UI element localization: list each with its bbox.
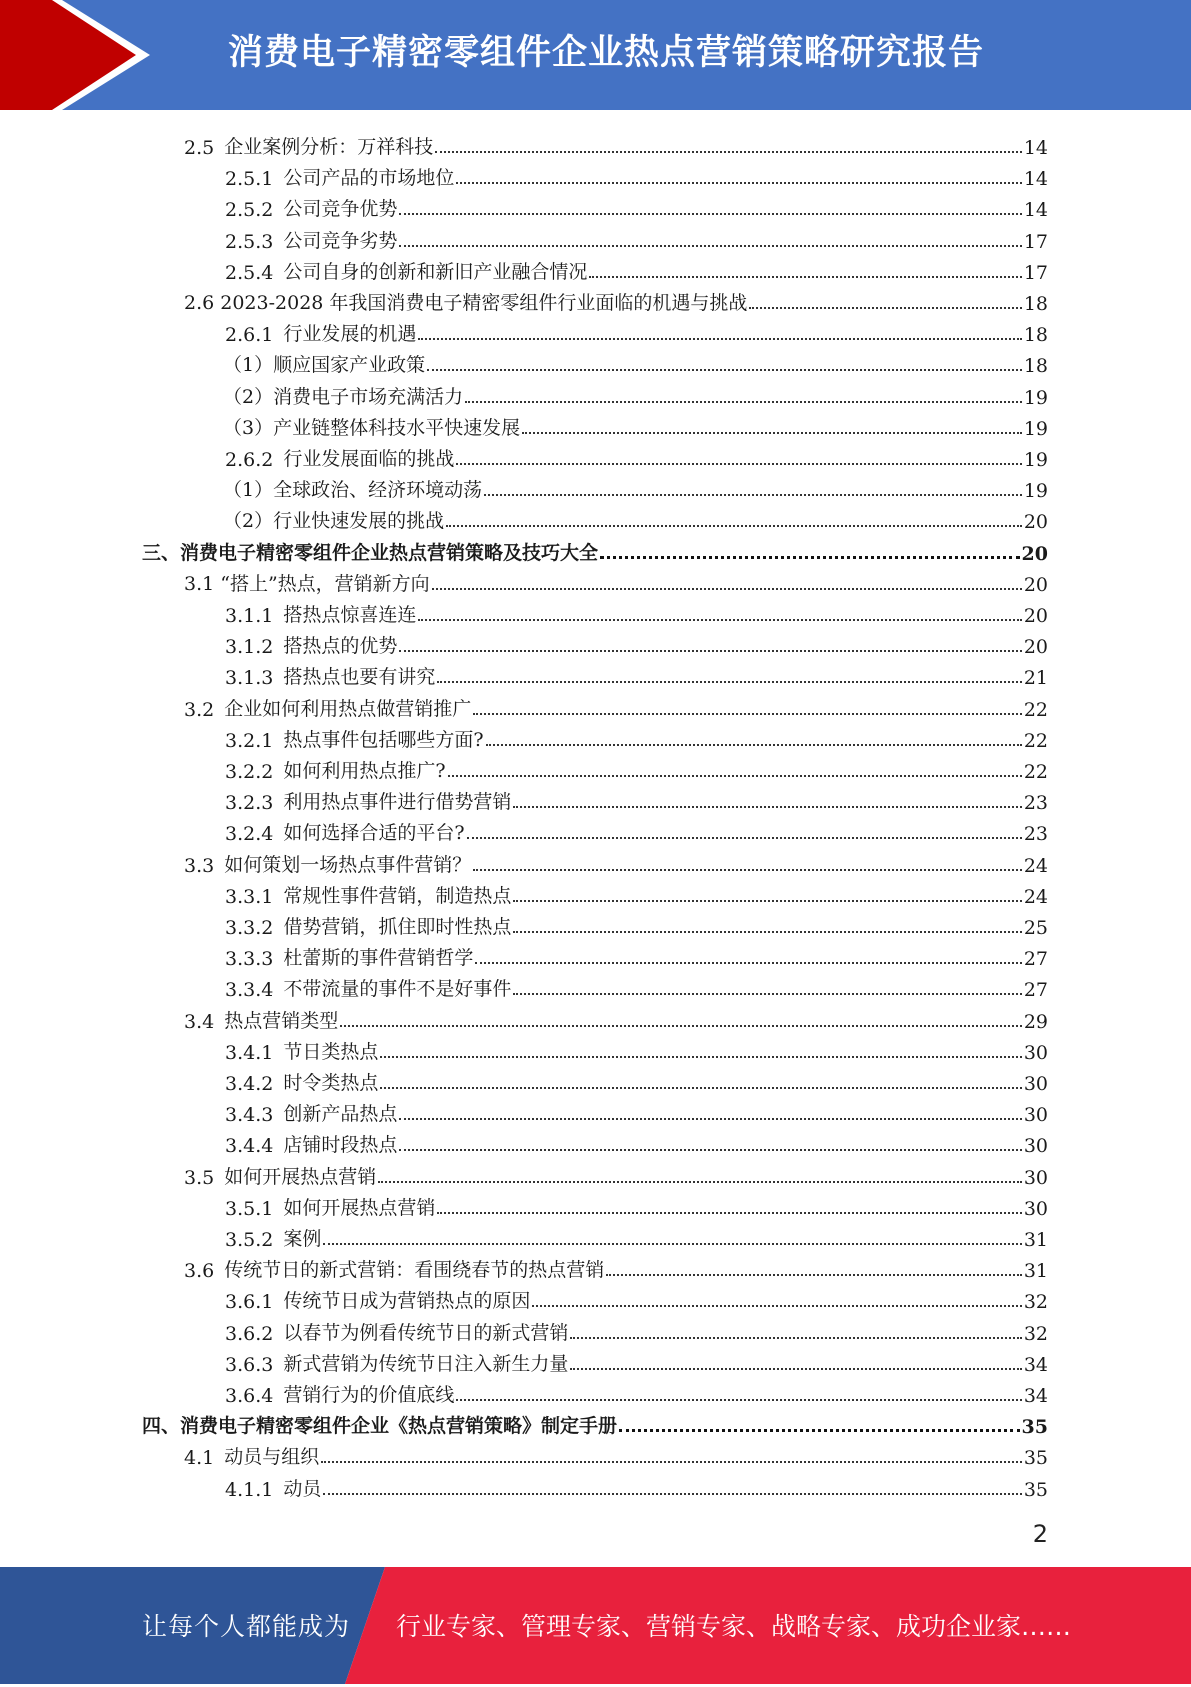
toc-section-number: 2.5.3 [225, 231, 274, 253]
toc-section-number: 3.3 [184, 855, 215, 877]
toc-page-number: 14 [1023, 199, 1048, 221]
toc-leader-dots [589, 276, 1021, 278]
toc-leader-dots [456, 182, 1021, 184]
toc-entry-title: 企业如何利用热点做营销推广 [224, 698, 472, 720]
toc-page-number: 23 [1023, 823, 1048, 845]
toc-entry-title: 行业发展面临的挑战 [283, 448, 455, 470]
toc-leader-dots [570, 1337, 1021, 1339]
toc-leader-dots [418, 619, 1021, 621]
toc-entry-title: 热点营销类型 [224, 1010, 339, 1032]
toc-section-number: 2.5 [184, 137, 215, 159]
toc-page-number: 29 [1023, 1011, 1048, 1033]
toc-leader-dots [456, 463, 1021, 465]
toc-leader-dots [399, 1118, 1021, 1120]
toc-section-number: 3.6.4 [225, 1385, 274, 1407]
toc-entry-title: 利用热点事件进行借势营销 [283, 791, 512, 813]
toc-page-number: 27 [1023, 948, 1048, 970]
toc-leader-dots [446, 525, 1022, 527]
toc-row[interactable] [184, 690, 1048, 721]
toc-row[interactable] [225, 1470, 1048, 1501]
toc-entry-title: （3）产业链整体科技水平快速发展 [223, 417, 521, 439]
toc-entry-title: 传统节日的新式营销：看围绕春节的热点营销 [224, 1259, 605, 1281]
toc-leader-dots [513, 993, 1021, 995]
toc-entry-title: （2）行业快速发展的挑战 [223, 510, 445, 532]
toc-section-number: 3.4.3 [225, 1104, 274, 1126]
toc-entry-title: 搭热点惊喜连连 [283, 604, 417, 626]
toc-leader-dots [473, 869, 1022, 871]
toc-row[interactable] [225, 222, 1048, 253]
toc-page-number: 20 [1023, 636, 1048, 658]
toc-entry-title: 店铺时段热点 [283, 1134, 398, 1156]
toc-page-number: 19 [1023, 480, 1048, 502]
toc-page-number: 19 [1023, 418, 1048, 440]
toc-leader-dots [473, 713, 1022, 715]
toc-page-number: 30 [1023, 1104, 1048, 1126]
toc-entry-title: 公司竞争优势 [283, 198, 398, 220]
toc-row[interactable] [225, 596, 1048, 627]
toc-row[interactable] [225, 1189, 1048, 1220]
toc-row[interactable] [184, 565, 1048, 596]
toc-section-number: 3.6.1 [225, 1291, 274, 1313]
toc-row[interactable] [225, 783, 1048, 814]
toc-page-number: 30 [1023, 1042, 1048, 1064]
toc-chapter-row[interactable] [142, 534, 1048, 565]
toc-row[interactable] [223, 409, 1048, 440]
toc-page-number: 34 [1023, 1385, 1048, 1407]
page-footer [0, 1567, 1191, 1684]
toc-page-number: 34 [1023, 1354, 1048, 1376]
toc-page-number: 35 [1023, 1447, 1048, 1469]
toc-entry-title: 节日类热点 [283, 1041, 379, 1063]
toc-row[interactable] [225, 970, 1048, 1001]
toc-row[interactable] [225, 1126, 1048, 1157]
toc-entry-title: 热点事件包括哪些方面? [283, 729, 484, 751]
toc-page-number: 19 [1023, 449, 1048, 471]
toc-entry-title: 公司自身的创新和新旧产业融合情况 [283, 261, 588, 283]
toc-leader-dots [418, 338, 1021, 340]
toc-page-number: 22 [1023, 730, 1048, 752]
toc-entry-title: 如何策划一场热点事件营销？ [224, 854, 472, 876]
toc-leader-dots [399, 1149, 1021, 1151]
toc-entry-title: 公司产品的市场地位 [283, 167, 455, 189]
toc-row[interactable] [184, 1158, 1048, 1189]
toc-entry-title: 传统节日成为营销热点的原因 [283, 1290, 531, 1312]
toc-entry-title: 搭热点的优势 [283, 635, 398, 657]
toc-page-number: 27 [1023, 979, 1048, 1001]
toc-leader-dots [323, 1493, 1021, 1495]
toc-entry-title: （1）全球政治、经济环境动荡 [223, 479, 483, 501]
toc-leader-dots [437, 1212, 1021, 1214]
toc-section-number: 3.2.3 [225, 792, 274, 814]
toc-row[interactable] [225, 1282, 1048, 1313]
toc-row[interactable] [225, 315, 1048, 346]
toc-section-number: 3.3.4 [225, 979, 274, 1001]
toc-entry-title: 公司竞争劣势 [283, 230, 398, 252]
toc-page-number: 24 [1023, 886, 1048, 908]
chevron-logo-icon [0, 0, 170, 110]
toc-entry-title: 杜蕾斯的事件营销哲学 [283, 947, 474, 969]
toc-section-number: 3.2 [184, 699, 215, 721]
toc-page-number: 35 [1021, 1416, 1048, 1438]
toc-row[interactable] [225, 721, 1048, 752]
toc-row[interactable] [223, 378, 1048, 409]
toc-entry-title: 3.1 “搭上”热点，营销新方向 [184, 573, 430, 595]
toc-chapter-row[interactable] [142, 1407, 1048, 1438]
toc-section-number: 2.5.4 [225, 262, 274, 284]
footer-slogan: 让每个人都能成为 [142, 1612, 351, 1641]
toc-page-number: 31 [1023, 1260, 1048, 1282]
toc-section-number: 3.6.2 [225, 1323, 274, 1345]
toc-row[interactable] [225, 1220, 1048, 1251]
toc-row[interactable] [184, 284, 1048, 315]
toc-page-number: 20 [1023, 511, 1048, 533]
toc-row[interactable] [225, 939, 1048, 970]
toc-entry-title: 如何选择合适的平台? [283, 822, 465, 844]
toc-section-number: 3.6 [184, 1260, 215, 1282]
toc-leader-dots [380, 1087, 1021, 1089]
toc-row[interactable] [225, 814, 1048, 845]
toc-leader-dots [340, 1025, 1022, 1027]
toc-section-number: 3.5.1 [225, 1198, 274, 1220]
toc-leader-dots [399, 650, 1021, 652]
toc-page-number: 20 [1023, 574, 1048, 596]
toc-leader-dots [456, 1399, 1021, 1401]
toc-page-number: 19 [1023, 387, 1048, 409]
toc-entry-title: 三、消费电子精密零组件企业热点营销策略及技巧大全 [142, 542, 599, 564]
toc-leader-dots [522, 432, 1022, 434]
toc-leader-dots [513, 806, 1021, 808]
toc-section-number: 2.6.1 [225, 324, 274, 346]
toc-page-number: 17 [1023, 231, 1048, 253]
report-title: 消费电子精密零组件企业热点营销策略研究报告 [228, 33, 985, 73]
toc-row[interactable] [184, 1002, 1048, 1033]
toc-entry-title: 如何开展热点营销 [224, 1166, 377, 1188]
toc-row[interactable] [225, 1064, 1048, 1095]
toc-page-number: 32 [1023, 1291, 1048, 1313]
toc-leader-dots [378, 1181, 1022, 1183]
toc-page-number: 17 [1023, 262, 1048, 284]
toc-page-number: 18 [1023, 324, 1048, 346]
toc-leader-dots [448, 775, 1022, 777]
toc-section-number: 3.2.1 [225, 730, 274, 752]
toc-page-number: 22 [1023, 699, 1048, 721]
toc-section-number: 2.5.1 [225, 168, 274, 190]
toc-entry-title: 2.6 2023-2028 年我国消费电子精密零组件行业面临的机遇与挑战 [184, 292, 748, 314]
toc-page-number: 31 [1023, 1229, 1048, 1251]
toc-leader-dots [475, 962, 1021, 964]
toc-row[interactable] [225, 190, 1048, 221]
toc-entry-title: 搭热点也要有讲究 [283, 666, 436, 688]
toc-section-number: 3.3.1 [225, 886, 274, 908]
toc-entry-title: 新式营销为传统节日注入新生力量 [283, 1353, 569, 1375]
toc-section-number: 3.1.1 [225, 605, 274, 627]
page-header [0, 0, 1191, 110]
toc-entry-title: 创新产品热点 [283, 1103, 398, 1125]
toc-section-number: 2.6.2 [225, 449, 274, 471]
toc-entry-title: （2）消费电子市场充满活力 [223, 386, 464, 408]
toc-entry-title: 四、消费电子精密零组件企业《热点营销策略》制定手册 [142, 1415, 618, 1437]
toc-section-number: 3.5 [184, 1167, 215, 1189]
toc-page-number: 24 [1023, 855, 1048, 877]
toc-leader-dots [513, 900, 1021, 902]
toc-row[interactable] [223, 471, 1048, 502]
toc-section-number: 3.4.1 [225, 1042, 274, 1064]
toc-leader-dots [437, 681, 1021, 683]
toc-row[interactable] [225, 1033, 1048, 1064]
toc-leader-dots [399, 245, 1021, 247]
toc-leader-dots [435, 151, 1022, 153]
toc-entry-title: 如何开展热点营销 [283, 1197, 436, 1219]
toc-row[interactable] [223, 502, 1048, 533]
toc-section-number: 3.4.2 [225, 1073, 274, 1095]
toc-leader-dots [513, 931, 1021, 933]
toc-section-number: 3.2.2 [225, 761, 274, 783]
toc-leader-dots [321, 1461, 1022, 1463]
toc-leader-dots [323, 1243, 1021, 1245]
toc-entry-title: 借势营销，抓住即时性热点 [283, 916, 512, 938]
toc-row[interactable] [225, 159, 1048, 190]
toc-leader-dots [484, 494, 1022, 496]
toc-row[interactable] [184, 846, 1048, 877]
toc-row[interactable] [184, 1438, 1048, 1469]
page-number: 2 [1032, 1520, 1048, 1548]
toc-section-number: 3.3.2 [225, 917, 274, 939]
toc-row[interactable] [225, 877, 1048, 908]
toc-page-number: 20 [1021, 543, 1048, 565]
toc-page-number: 14 [1023, 168, 1048, 190]
toc-page-number: 20 [1023, 605, 1048, 627]
toc-entry-title: 案例 [283, 1228, 322, 1250]
toc-leader-dots [532, 1305, 1021, 1307]
toc-leader-dots [465, 401, 1022, 403]
toc-page-number: 32 [1023, 1323, 1048, 1345]
toc-section-number: 3.1.2 [225, 636, 274, 658]
toc-entry-title: 企业案例分析：万祥科技 [224, 136, 434, 158]
toc-section-number: 2.5.2 [225, 199, 274, 221]
toc-entry-title: 常规性事件营销，制造热点 [283, 885, 512, 907]
toc-row[interactable] [184, 1251, 1048, 1282]
toc-leader-dots [619, 1429, 1020, 1432]
toc-page-number: 23 [1023, 792, 1048, 814]
toc-page-number: 21 [1023, 667, 1048, 689]
toc-section-number: 3.5.2 [225, 1229, 274, 1251]
toc-leader-dots [399, 213, 1021, 215]
toc-row[interactable] [223, 346, 1048, 377]
toc-leader-dots [570, 1368, 1021, 1370]
toc-row[interactable] [225, 1095, 1048, 1126]
toc-row[interactable] [184, 128, 1048, 159]
toc-entry-title: 如何利用热点推广? [283, 760, 446, 782]
toc-page-number: 18 [1023, 293, 1048, 315]
toc-row[interactable] [225, 908, 1048, 939]
toc-section-number: 3.4 [184, 1011, 215, 1033]
toc-section-number: 3.3.3 [225, 948, 274, 970]
toc-entry-title: 动员 [283, 1478, 322, 1500]
toc-row[interactable] [225, 440, 1048, 471]
toc-row[interactable] [225, 1314, 1048, 1345]
toc-page-number: 18 [1023, 355, 1048, 377]
toc-entry-title: 营销行为的价值底线 [283, 1384, 455, 1406]
toc-leader-dots [606, 1274, 1022, 1276]
toc-page-number: 30 [1023, 1135, 1048, 1157]
toc-entry-title: 不带流量的事件不是好事件 [283, 978, 512, 1000]
toc-leader-dots [432, 588, 1022, 590]
toc-section-number: 3.6.3 [225, 1354, 274, 1376]
toc-page-number: 30 [1023, 1167, 1048, 1189]
toc-page-number: 30 [1023, 1198, 1048, 1220]
toc-entry-title: 时令类热点 [283, 1072, 379, 1094]
toc-entry-title: 行业发展的机遇 [283, 323, 417, 345]
toc-page-number: 35 [1023, 1479, 1048, 1501]
toc-entry-title: 以春节为例看传统节日的新式营销 [283, 1322, 569, 1344]
toc-leader-dots [486, 744, 1022, 746]
toc-row[interactable] [225, 658, 1048, 689]
toc-row[interactable] [225, 253, 1048, 284]
toc-row[interactable] [225, 1345, 1048, 1376]
toc-entry-title: （1）顺应国家产业政策 [223, 354, 426, 376]
toc-page-number: 14 [1023, 137, 1048, 159]
toc-leader-dots [427, 369, 1022, 371]
toc-section-number: 4.1.1 [225, 1479, 274, 1501]
toc-row[interactable] [225, 627, 1048, 658]
toc-row[interactable] [225, 752, 1048, 783]
toc-row[interactable] [225, 1376, 1048, 1407]
toc-page-number: 22 [1023, 761, 1048, 783]
toc-leader-dots [749, 307, 1021, 309]
toc-leader-dots [467, 837, 1022, 839]
toc-entry-title: 动员与组织 [224, 1446, 320, 1468]
toc-page-number: 25 [1023, 917, 1048, 939]
toc-section-number: 4.1 [184, 1447, 215, 1469]
footer-roles: 行业专家、管理专家、营销专家、战略专家、成功企业家…… [396, 1612, 1072, 1641]
toc-page-number: 30 [1023, 1073, 1048, 1095]
toc-leader-dots [380, 1056, 1021, 1058]
toc-section-number: 3.1.3 [225, 667, 274, 689]
toc-section-number: 3.4.4 [225, 1135, 274, 1157]
toc-leader-dots [600, 556, 1020, 559]
toc-section-number: 3.2.4 [225, 823, 274, 845]
